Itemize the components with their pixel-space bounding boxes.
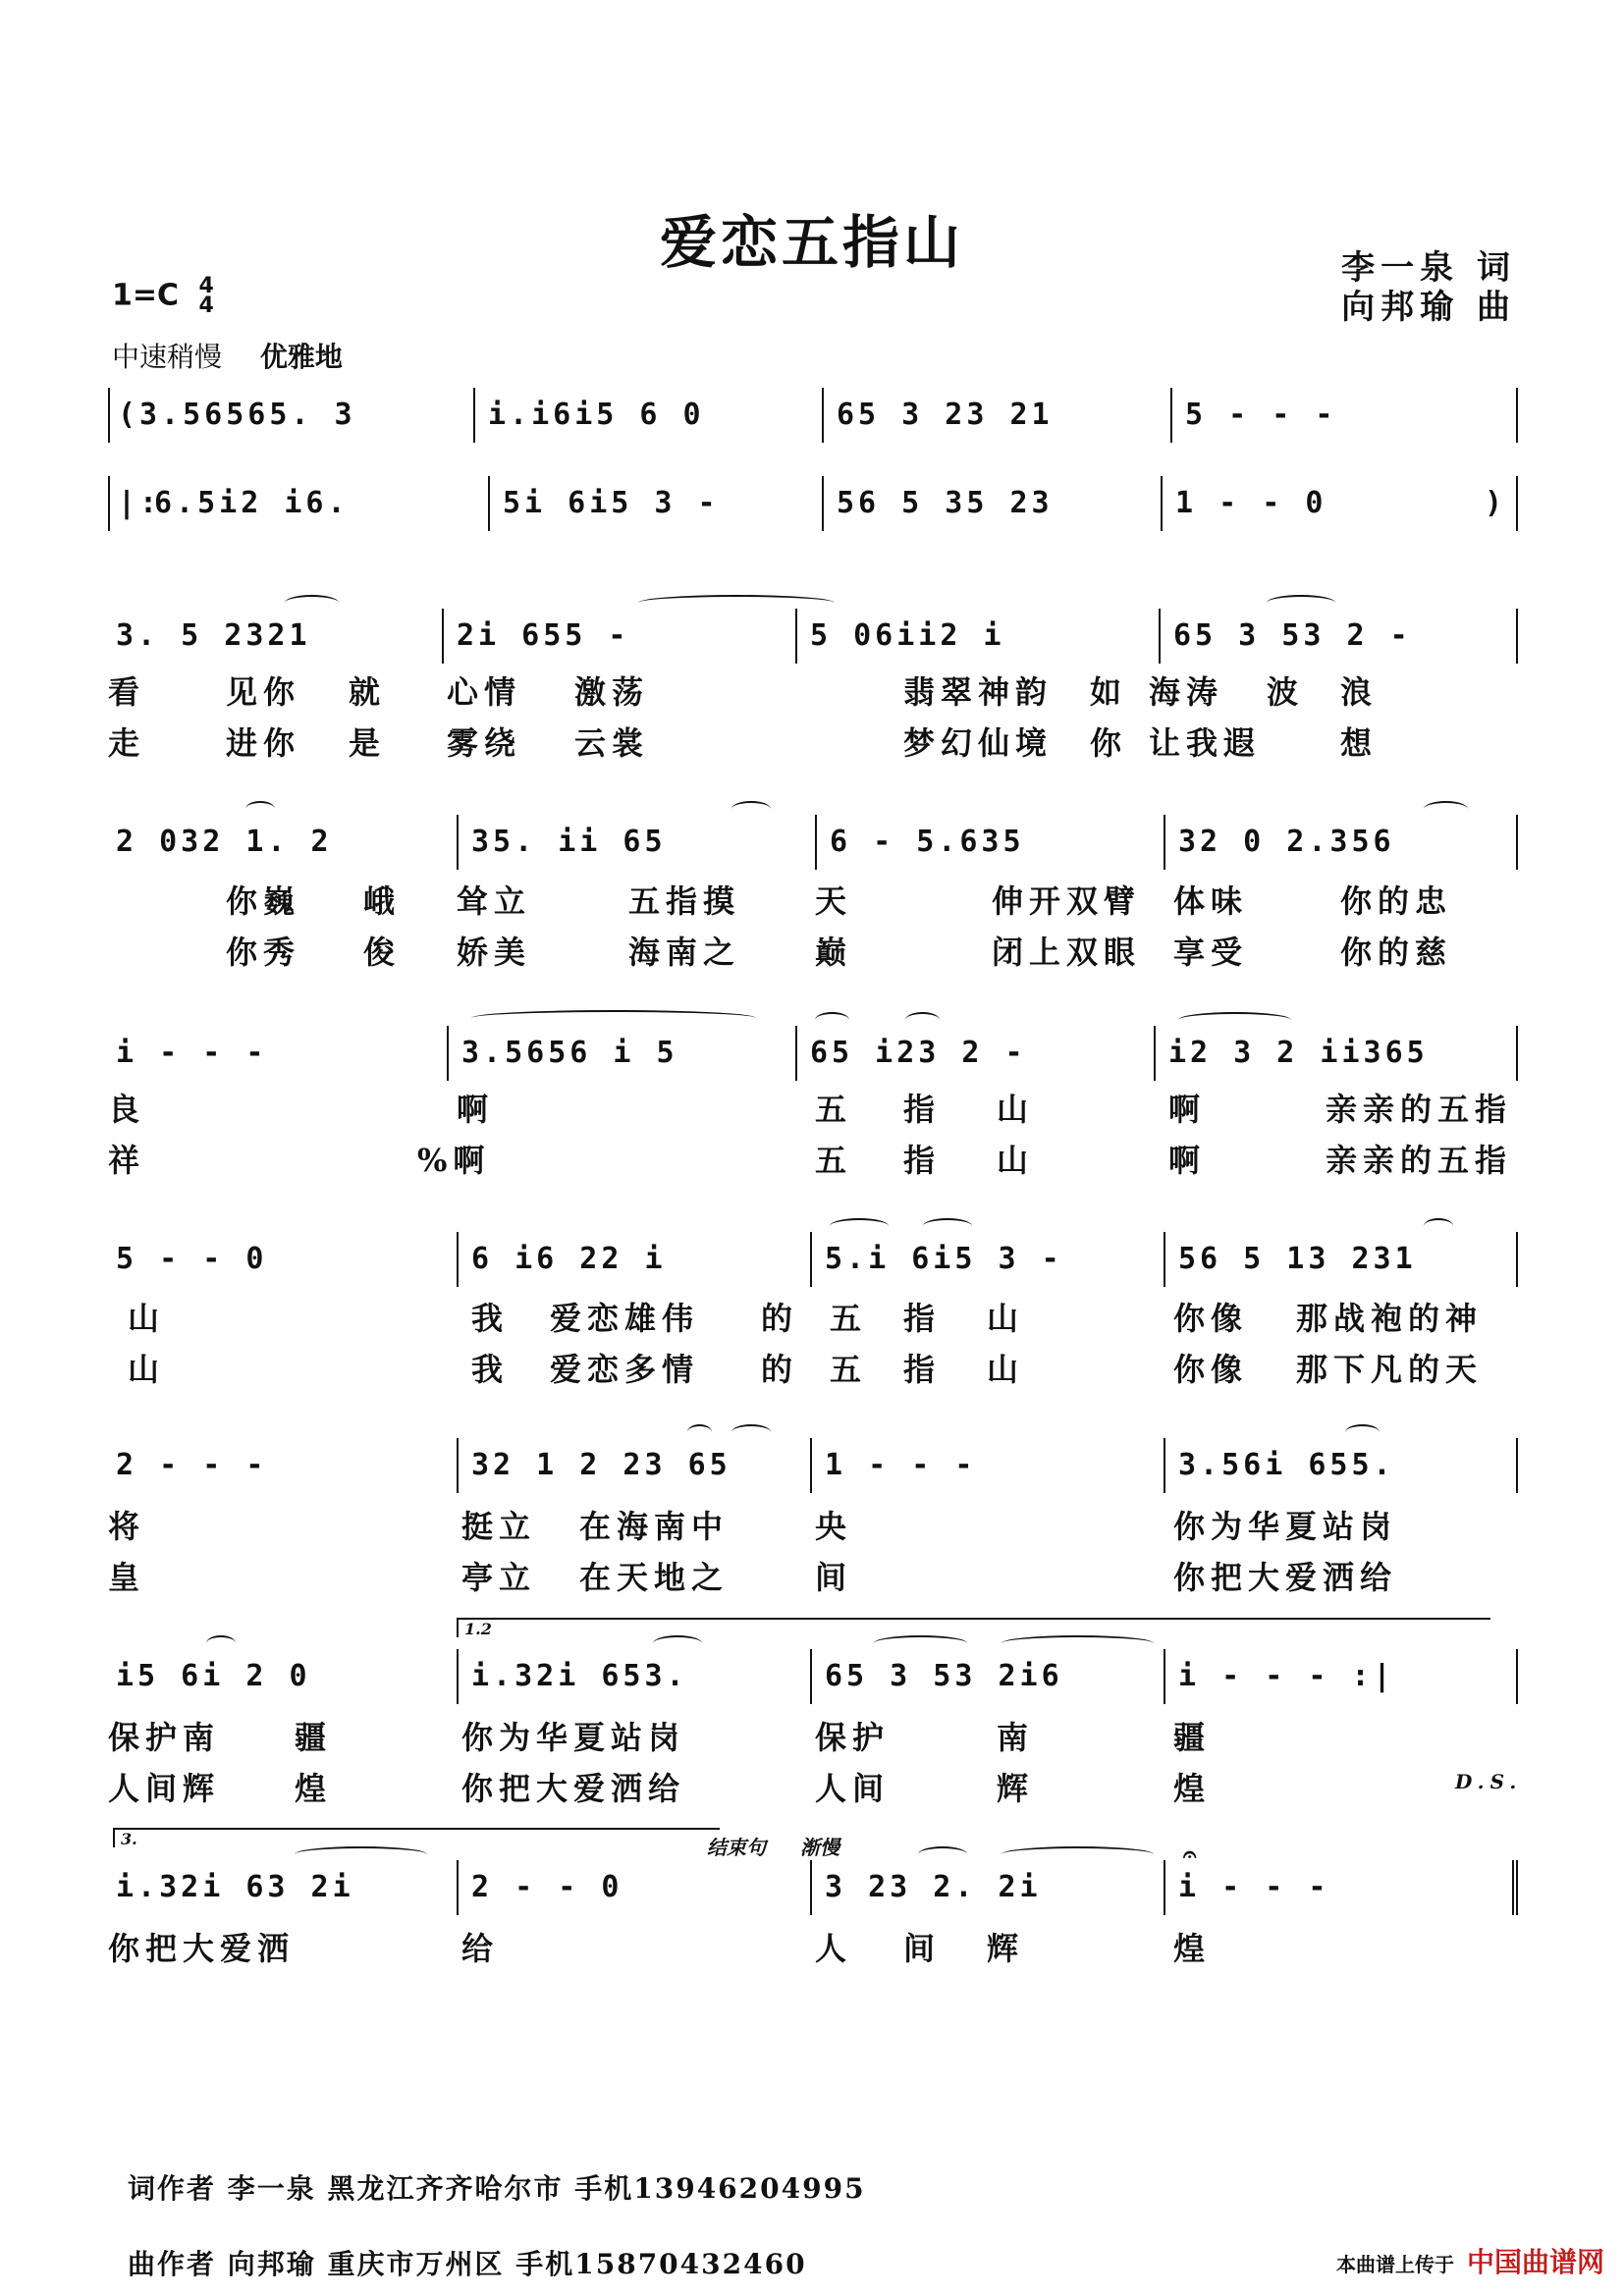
barline <box>810 1649 812 1704</box>
lyric-word: 闭上双眼 <box>992 934 1142 971</box>
barline <box>488 476 490 531</box>
lyric-word: 让我遐 <box>1149 724 1262 762</box>
volta-1-2 <box>457 1618 1490 1637</box>
barline <box>1164 1438 1165 1493</box>
barline <box>457 1438 459 1493</box>
measure: i2 3 2 ii365 <box>1168 1036 1429 1070</box>
source-prefix: 本曲谱上传于 <box>1336 2253 1455 2276</box>
lyric-word: 你 <box>1090 724 1128 762</box>
lyric-word: 山 <box>128 1351 166 1388</box>
barline <box>457 1649 459 1704</box>
lyric-word: 皇 <box>108 1559 146 1596</box>
lyric-word: 爱恋雄伟 <box>550 1300 700 1337</box>
measure: 5 - - - <box>1185 398 1337 432</box>
lyric-word: 间 <box>903 1930 942 1967</box>
source-brand: 中国曲谱网 <box>1466 2246 1604 2278</box>
lyric-word: 辉 <box>987 1930 1025 1967</box>
measure: 5 06ii2 i <box>810 618 1005 653</box>
lyric-word: 巅 <box>815 934 853 971</box>
lyric-word: 我 <box>471 1351 510 1388</box>
staff-5 <box>108 1026 1518 1081</box>
barline <box>795 1026 797 1081</box>
lyric-word: 祥 <box>108 1142 146 1179</box>
measure: i - - - <box>1178 1870 1330 1904</box>
lyric-word: 给 <box>461 1930 500 1967</box>
lyric-word: 指 <box>903 1142 942 1179</box>
lyric-word: 人间 <box>815 1770 891 1807</box>
lyric-word: 雾绕 <box>447 724 522 762</box>
barline <box>810 1860 812 1915</box>
barline <box>457 815 459 870</box>
volta-1-2-label: 1.2 <box>464 1620 492 1638</box>
lyric-word: 你像 <box>1173 1351 1249 1388</box>
barline <box>822 476 824 531</box>
lyric-word: 保护南 <box>108 1719 221 1756</box>
ending-phrase-label: 结束句 <box>707 1836 766 1859</box>
measure: 3.56565. 3 <box>139 398 356 432</box>
fermata-icon: 𝄐 <box>1183 1841 1197 1868</box>
lyric-word: 进你 <box>226 724 301 762</box>
lyric-word: 五 <box>815 1142 853 1179</box>
lyric-word: 你为华夏站岗 <box>461 1719 686 1756</box>
lyric-word: 你把大爱洒 <box>108 1930 296 1967</box>
lyric-word: 你为华夏站岗 <box>1173 1508 1398 1545</box>
lyric-word: 啊 <box>457 1091 495 1128</box>
lyric-word: 见你 <box>226 673 301 711</box>
lyric-word: 云裳 <box>574 724 650 762</box>
lyric-word: 人间辉 <box>108 1770 221 1807</box>
measure: 32 1 2 23 65 <box>471 1448 731 1482</box>
lyric-word: 心情 <box>447 673 522 711</box>
tempo-marking <box>112 336 343 375</box>
lyric-word: 享受 <box>1173 934 1249 971</box>
barline <box>1154 1026 1156 1081</box>
measure: 2 - - - <box>116 1448 268 1482</box>
lyric-word: 海涛 <box>1149 673 1224 711</box>
lyric-word: 亲亲的五指 <box>1326 1142 1513 1179</box>
lyric-word: 那战袍的神 <box>1296 1300 1484 1337</box>
barline <box>473 388 475 443</box>
lyric-word: 想 <box>1340 724 1379 762</box>
lyric-word: 指 <box>903 1091 942 1128</box>
barline <box>810 1232 812 1287</box>
lyric-word: 波 <box>1267 673 1305 711</box>
lyric-word: 疆 <box>295 1719 333 1756</box>
lyric-word: 那下凡的天 <box>1296 1351 1484 1388</box>
lyric-word: 你把大爱洒给 <box>461 1770 686 1807</box>
lyric-word: 你巍 <box>226 882 301 920</box>
measure: 6 - 5.635 <box>830 825 1025 859</box>
lyric-word: 疆 <box>1173 1719 1212 1756</box>
lyric-word: 保护 <box>815 1719 891 1756</box>
staff-6 <box>108 1232 1518 1287</box>
lyric-word: 山 <box>997 1091 1035 1128</box>
lyric-word: 南 <box>997 1719 1035 1756</box>
lyric-word: 央 <box>815 1508 853 1545</box>
barline <box>1159 609 1161 664</box>
barline <box>457 1232 459 1287</box>
measure: 5.i 6i5 3 - <box>825 1242 1063 1276</box>
lyric-word: 良 <box>108 1091 146 1128</box>
lyric-word: 五指摸 <box>628 882 741 920</box>
tempo-style: 优雅地 <box>259 341 343 373</box>
barline <box>795 609 797 664</box>
lyric-word: 人 <box>815 1930 853 1967</box>
lyric-word: 体味 <box>1173 882 1249 920</box>
lyric-word: 五 <box>830 1351 868 1388</box>
barline <box>1164 1649 1165 1704</box>
lyric-word: 浪 <box>1340 673 1379 711</box>
composer-credit: 向邦瑜 曲 <box>1341 288 1516 327</box>
ritardando-label: 渐慢 <box>800 1836 839 1859</box>
lyric-word: 你的慈 <box>1340 934 1453 971</box>
lyric-word: 的 <box>761 1351 799 1388</box>
lyric-word: 爱恋多情 <box>550 1351 700 1388</box>
measure: 3.56i 655. <box>1178 1448 1395 1482</box>
lyric-word: 翡翠神韵 <box>903 673 1054 711</box>
barline <box>442 609 444 664</box>
volta-3-label: 3. <box>121 1830 137 1848</box>
lyric-word: 伸开双臂 <box>992 882 1142 920</box>
barline <box>447 1026 449 1081</box>
measure: 6 i6 22 i <box>471 1242 667 1276</box>
lyric-word: 煌 <box>295 1770 333 1807</box>
barline <box>822 388 824 443</box>
lyric-word: 间 <box>815 1559 853 1596</box>
slur <box>471 1010 756 1026</box>
measure: 65 3 53 2i6 <box>825 1659 1063 1693</box>
staff-7 <box>108 1438 1518 1493</box>
lyric-word: 山 <box>997 1142 1035 1179</box>
lyric-word: 娇美 <box>457 934 532 971</box>
time-signature <box>198 274 214 318</box>
lyric-word: 指 <box>903 1351 942 1388</box>
time-top: 4 <box>198 274 214 298</box>
lyric-word: 我 <box>471 1300 510 1337</box>
lyric-word: 梦幻仙境 <box>903 724 1054 762</box>
measure: 3 23 2. 2i <box>825 1870 1042 1904</box>
repeat-start: |: <box>118 486 162 520</box>
staff-4 <box>108 815 1518 870</box>
lyric-word: 煌 <box>1173 1930 1212 1967</box>
lyric-word: 天 <box>815 882 853 920</box>
lyric-word: 啊 <box>1168 1091 1207 1128</box>
staff-2 <box>108 476 1518 531</box>
lyric-word: 山 <box>987 1351 1025 1388</box>
measure: 1 - - - <box>825 1448 977 1482</box>
measure: 65 3 23 21 <box>837 398 1054 432</box>
measure: 3.5656 i 5 <box>461 1036 678 1070</box>
key-label: 1=C <box>112 278 180 313</box>
song-title: 爱恋五指山 <box>659 209 964 276</box>
lyric-word: 山 <box>987 1300 1025 1337</box>
staff-8 <box>108 1649 1518 1704</box>
barline <box>457 1860 459 1915</box>
lyric-word: 海南之 <box>628 934 741 971</box>
lyric-word: 就 <box>349 673 387 711</box>
measure: i - - - <box>116 1036 268 1070</box>
barline <box>1161 476 1163 531</box>
staff-1 <box>108 388 1518 443</box>
measure: 5 - - 0 <box>116 1242 268 1276</box>
time-bottom: 4 <box>198 294 214 318</box>
lyric-word: 在天地之 <box>579 1559 730 1596</box>
measure: 65 3 53 2 - <box>1173 618 1412 653</box>
measure: 56 5 13 231 <box>1178 1242 1417 1276</box>
lyric-word: 是 <box>349 724 387 762</box>
lyric-word: 煌 <box>1173 1770 1212 1807</box>
lyric-word: 看 <box>108 673 146 711</box>
source-watermark <box>1336 2241 1604 2280</box>
volta-3 <box>113 1828 720 1847</box>
measure: 2i 655 - <box>457 618 630 653</box>
paren-close: ) <box>1485 486 1507 520</box>
barline <box>1164 1860 1165 1915</box>
lyric-word: 你把大爱洒给 <box>1173 1559 1398 1596</box>
measure: 3. 5 2321 <box>116 618 311 653</box>
lyric-word: 俊 <box>363 934 402 971</box>
lyric-word: 亲亲的五指 <box>1326 1091 1513 1128</box>
barline <box>1164 1232 1165 1287</box>
barline <box>810 1438 812 1493</box>
lyric-word: 将 <box>108 1508 146 1545</box>
lyric-word: 如 <box>1090 673 1128 711</box>
staff-3 <box>108 609 1518 664</box>
lyric-word: 你像 <box>1173 1300 1249 1337</box>
measure: 5i 6i5 3 - <box>503 486 720 520</box>
lyric-word: 五 <box>830 1300 868 1337</box>
lyricist-credit: 李一泉 词 <box>1341 248 1516 288</box>
measure: ( <box>118 398 140 432</box>
footer-composer: 曲作者 向邦瑜 重庆市万州区 手机15870432460 <box>128 2248 807 2280</box>
measure: i.32i 653. <box>471 1659 688 1693</box>
dal-segno: D.S. <box>1455 1770 1523 1793</box>
lyric-word: 走 <box>108 724 146 762</box>
lyric-word: 指 <box>903 1300 942 1337</box>
lyric-word: 辉 <box>997 1770 1035 1807</box>
lyric-word: 五 <box>815 1091 853 1128</box>
lyric-word: 啊 <box>1168 1142 1207 1179</box>
measure: 2 032 1. 2 <box>116 825 333 859</box>
barline <box>1164 815 1165 870</box>
measure: 1 - - 0 <box>1175 486 1327 520</box>
lyric-word: 挺立 <box>461 1508 537 1545</box>
measure: i.32i 63 2i <box>116 1870 354 1904</box>
measure: 35. ii 65 <box>471 825 667 859</box>
lyric-word: 山 <box>128 1300 166 1337</box>
measure: 56 5 35 23 <box>837 486 1054 520</box>
lyric-word: 激荡 <box>574 673 650 711</box>
measure: 2 - - 0 <box>471 1870 623 1904</box>
segno-lyric: %啊 <box>417 1142 491 1179</box>
lyric-word: 的 <box>761 1300 799 1337</box>
measure: 6.5i2 i6. <box>154 486 350 520</box>
measure: i5 6i 2 0 <box>116 1659 311 1693</box>
lyric-word: 你的忠 <box>1340 882 1453 920</box>
measure: 65 i23 2 - <box>810 1036 1027 1070</box>
measure: 32 0 2.356 <box>1178 825 1395 859</box>
lyric-word: 峨 <box>363 882 402 920</box>
barline <box>1170 388 1172 443</box>
lyric-word: 你秀 <box>226 934 301 971</box>
repeat-end: i - - - :| <box>1178 1659 1395 1693</box>
lyric-word: 亭立 <box>461 1559 537 1596</box>
lyric-word: 在海南中 <box>579 1508 730 1545</box>
lyric-word: 耸立 <box>457 882 532 920</box>
key-signature <box>112 274 214 318</box>
measure: i.i6i5 6 0 <box>488 398 705 432</box>
tempo-speed: 中速稍慢 <box>112 341 223 373</box>
footer-lyricist: 词作者 李一泉 黑龙江齐齐哈尔市 手机13946204995 <box>128 2172 866 2205</box>
barline <box>815 815 817 870</box>
